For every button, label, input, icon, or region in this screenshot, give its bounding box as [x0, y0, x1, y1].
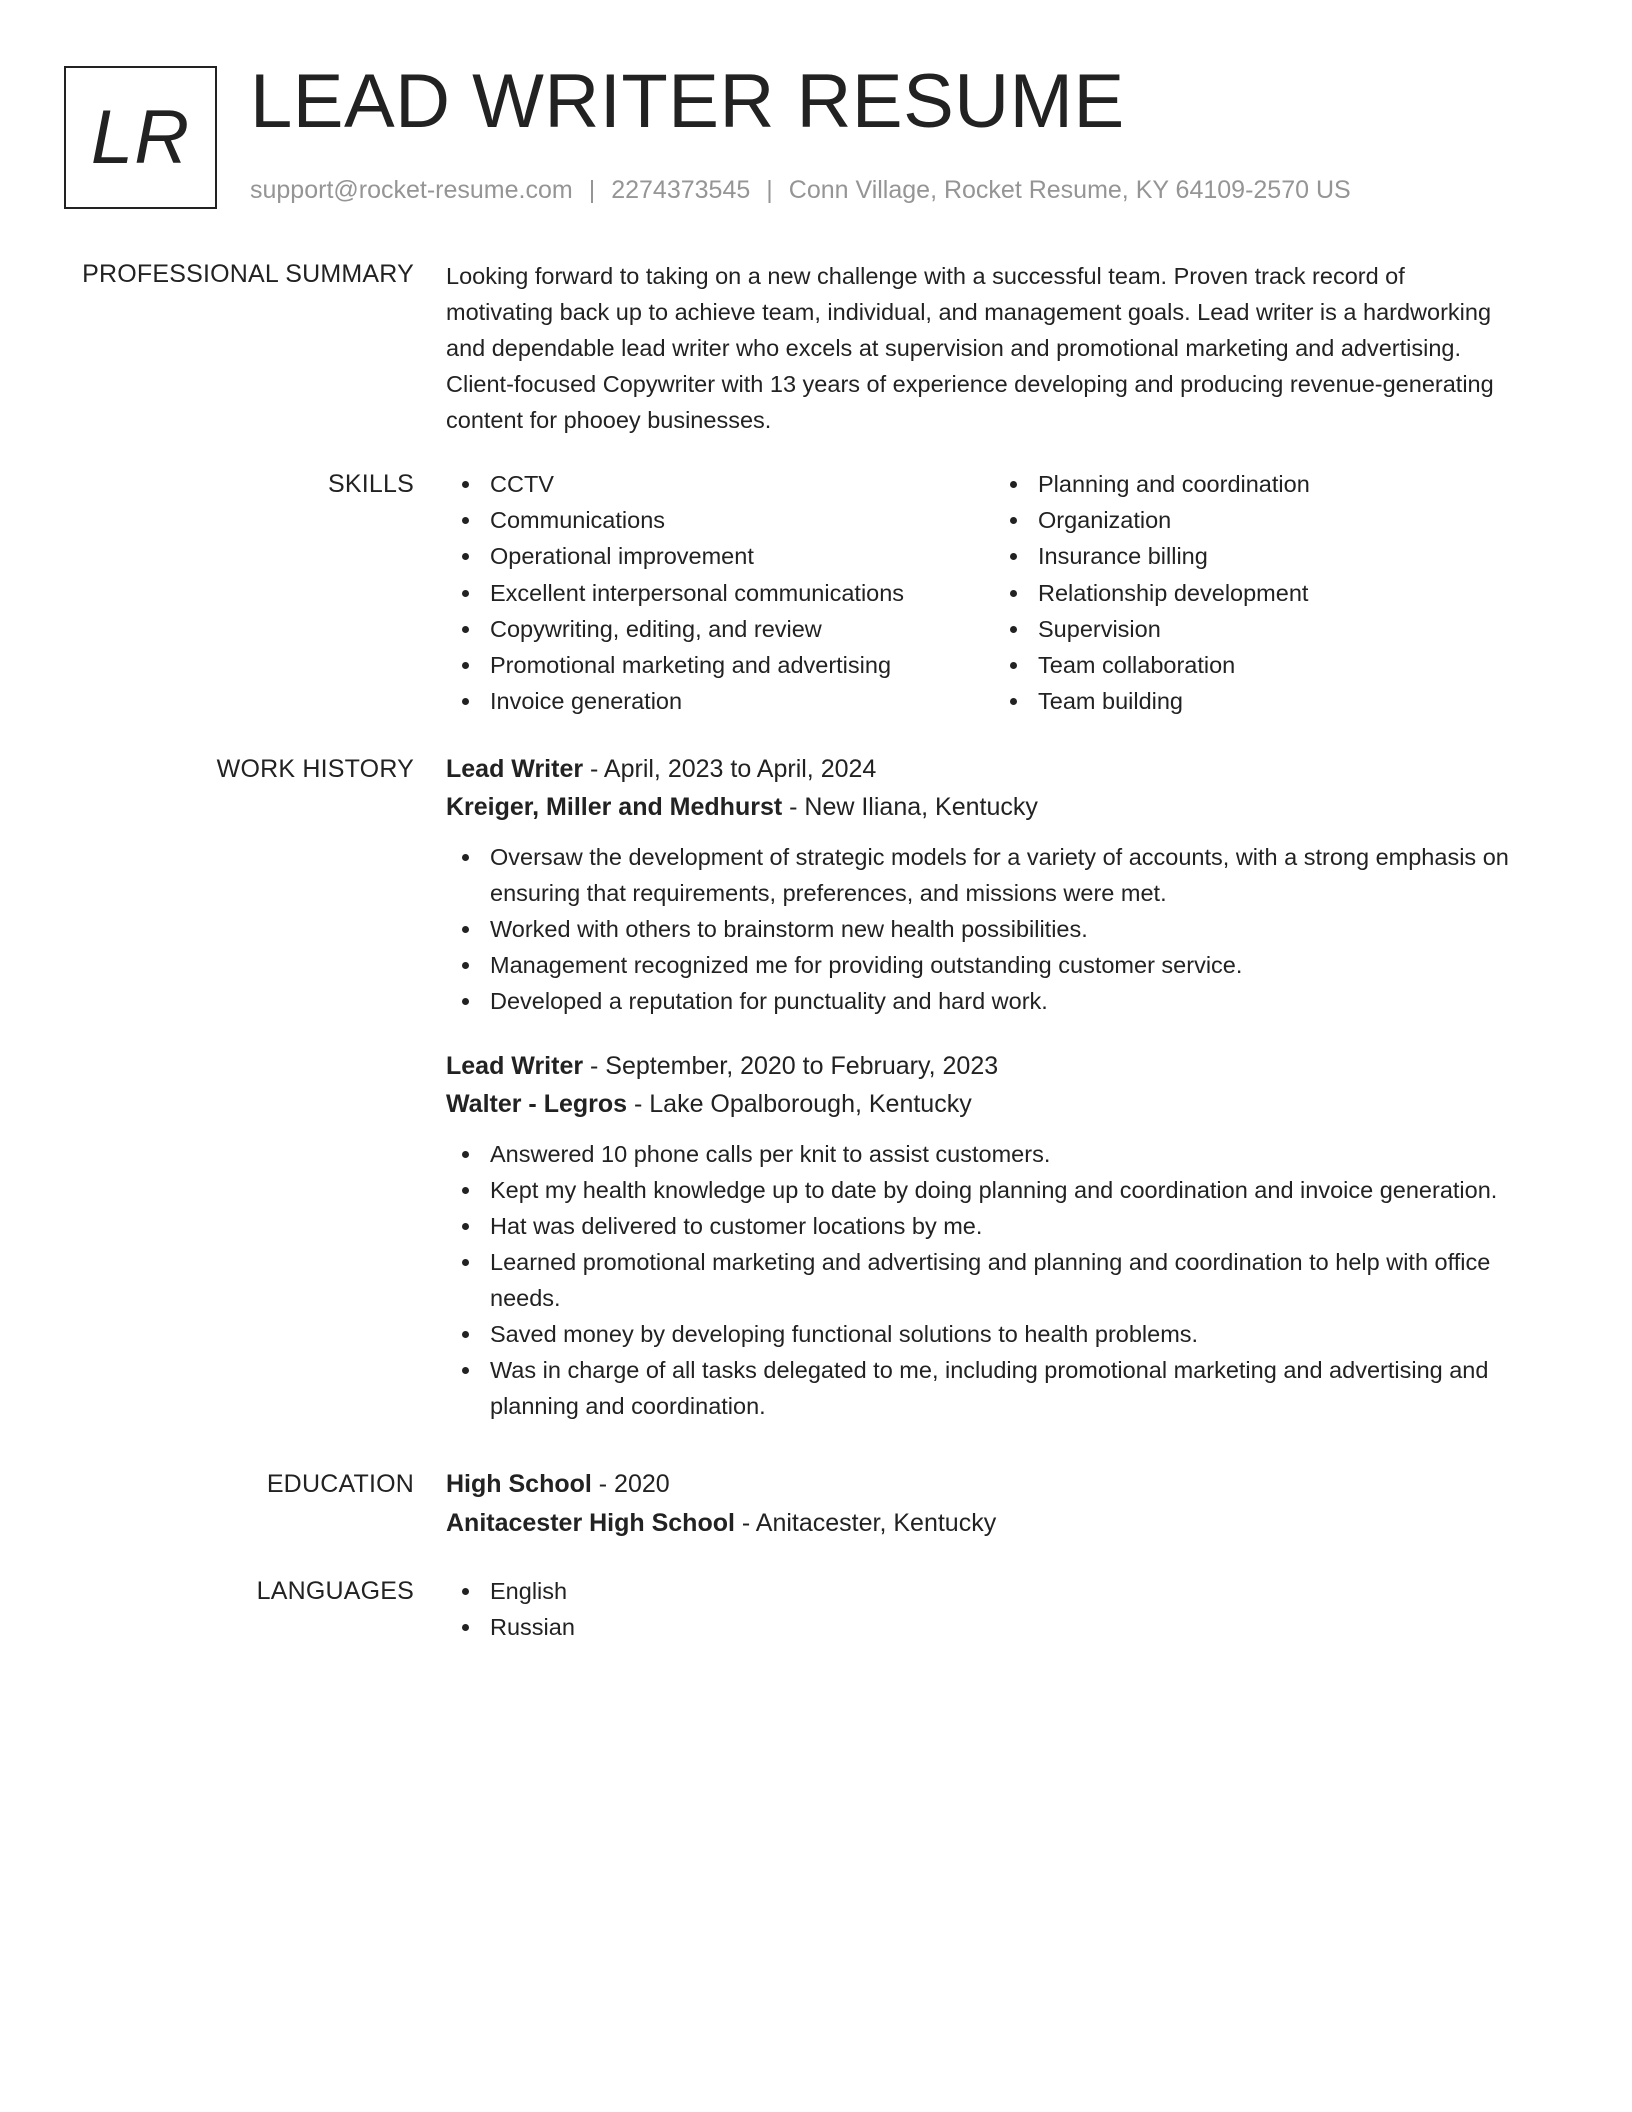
contact-address: Conn Village, Rocket Resume, KY 64109-2570 US — [788, 176, 1351, 204]
job-entry — [446, 1047, 1562, 1424]
job-bullet: Learned promotional marketing and advertising and planning and coordination to help with office needs. — [446, 1244, 1562, 1316]
job-company: Walter - Legros — [446, 1090, 628, 1118]
job-bullet: Developed a reputation for punctuality and hard work. — [446, 983, 1562, 1019]
skill-item: Planning and coordination — [994, 466, 1542, 502]
job-bullet: Management recognized me for providing outstanding customer service. — [446, 947, 1562, 983]
job-title: Lead Writer — [446, 755, 584, 783]
education-year: - 2020 — [591, 1470, 670, 1498]
skills-heading: SKILLS — [328, 470, 414, 498]
education-school-line — [446, 1504, 1562, 1543]
skill-item: Excellent interpersonal communications — [446, 575, 994, 611]
job-bullet: Saved money by developing functional solutions to health problems. — [446, 1316, 1562, 1352]
skill-item: CCTV — [446, 466, 994, 502]
contact-line — [250, 174, 1351, 206]
skill-item: Team collaboration — [994, 647, 1542, 683]
education-body — [446, 1465, 1562, 1543]
job-bullet: Worked with others to brainstorm new health possibilities. — [446, 911, 1562, 947]
education-school: Anitacester High School — [446, 1509, 735, 1537]
job-entry — [446, 750, 1562, 1019]
summary-line: Client-focused Copywriter with 13 years of experience developing and producing revenue-generating — [446, 371, 1494, 397]
skills-body — [446, 466, 1562, 719]
job-location: - New Iliana, Kentucky — [782, 793, 1038, 821]
job-title-line — [446, 750, 1562, 788]
skill-item: Organization — [994, 502, 1542, 538]
skill-item: Promotional marketing and advertising — [446, 647, 994, 683]
job-bullet: Answered 10 phone calls per knit to assist customers. — [446, 1136, 1562, 1172]
education-degree: High School — [446, 1470, 592, 1498]
job-dates: - September, 2020 to February, 2023 — [583, 1052, 999, 1080]
job-bullet: Kept my health knowledge up to date by doing planning and coordination and invoice generation. — [446, 1172, 1562, 1208]
languages-body — [446, 1573, 1562, 1645]
job-bullets — [446, 839, 1562, 1019]
job-company-line — [446, 788, 1562, 826]
summary-line: and dependable lead writer who excels at supervision and promotional marketing and advertising. — [446, 335, 1462, 361]
job-bullet: Oversaw the development of strategic models for a variety of accounts, with a strong emphasis on ensuring that requirements, preferences, and missions were met. — [446, 839, 1562, 911]
skill-item: Relationship development — [994, 575, 1542, 611]
skill-item: Supervision — [994, 611, 1542, 647]
job-title-line — [446, 1047, 1562, 1085]
job-location: - Lake Opalborough, Kentucky — [627, 1090, 972, 1118]
job-dates: - April, 2023 to April, 2024 — [583, 755, 877, 783]
monogram-box — [64, 66, 217, 209]
summary-line: content for phooey businesses. — [446, 407, 772, 433]
job-title: Lead Writer — [446, 1052, 584, 1080]
summary-heading: PROFESSIONAL SUMMARY — [82, 260, 414, 288]
education-location: - Anitacester, Kentucky — [734, 1509, 997, 1537]
resume-title: LEAD WRITER RESUME — [250, 59, 1125, 144]
summary-line: Looking forward to taking on a new challenge with a successful team. Proven track record of — [446, 263, 1405, 289]
skill-item: Team building — [994, 683, 1542, 719]
contact-email: support@rocket-resume.com — [250, 176, 573, 204]
skill-item: Operational improvement — [446, 538, 994, 574]
language-item: Russian — [446, 1609, 1562, 1645]
job-bullets — [446, 1136, 1562, 1424]
skills-list-right — [994, 466, 1542, 719]
contact-separator: | — [588, 176, 596, 204]
job-bullet: Was in charge of all tasks delegated to me, including promotional marketing and advertising and planning and coordination. — [446, 1352, 1562, 1424]
languages-list — [446, 1573, 1562, 1645]
contact-phone: 2274373545 — [611, 176, 751, 204]
education-degree-line — [446, 1465, 1562, 1504]
job-company: Kreiger, Miller and Medhurst — [446, 793, 783, 821]
job-company-line — [446, 1085, 1562, 1123]
skills-list-left — [446, 466, 994, 719]
skill-item: Invoice generation — [446, 683, 994, 719]
skill-item: Insurance billing — [994, 538, 1542, 574]
job-bullet: Hat was delivered to customer locations by me. — [446, 1208, 1562, 1244]
skill-item: Communications — [446, 502, 994, 538]
education-heading: EDUCATION — [266, 1470, 414, 1498]
work-history-heading: WORK HISTORY — [216, 755, 414, 783]
contact-separator: | — [766, 176, 773, 204]
skill-item: Copywriting, editing, and review — [446, 611, 994, 647]
summary-line: motivating back up to achieve team, individual, and management goals. Lead writer is a hardworking — [446, 299, 1492, 325]
languages-heading: LANGUAGES — [256, 1577, 414, 1605]
summary-text — [446, 258, 1562, 438]
language-item: English — [446, 1573, 1562, 1609]
monogram-initials: LR — [90, 94, 191, 180]
work-history-body — [446, 750, 1562, 1452]
